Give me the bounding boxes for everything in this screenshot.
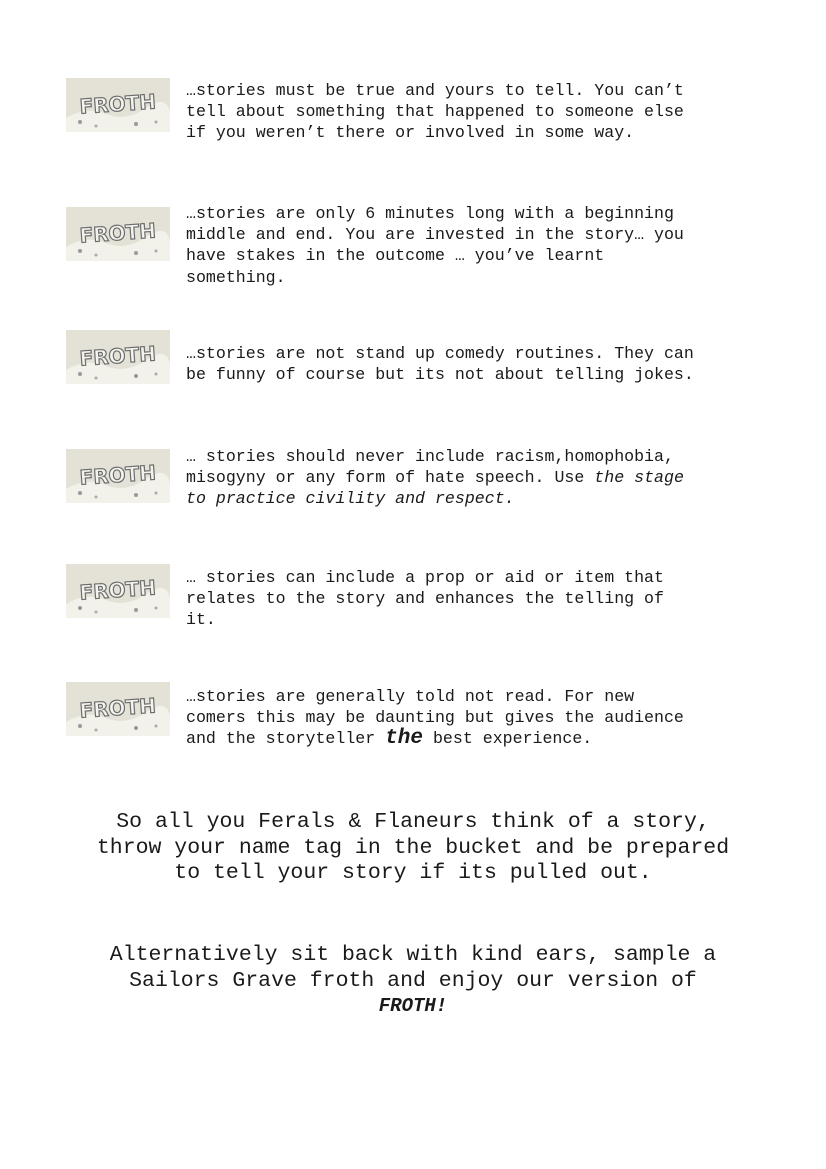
rule-text-regular: …stories are generally told not read. For new comers this may be daunting but gives the audience and the storyteller: [186, 687, 684, 749]
rule-text: [186, 686, 758, 750]
rule-text-italic: the stage to practice civility and respect.: [186, 468, 684, 509]
svg-text:FROTH: FROTH: [78, 693, 157, 723]
froth-logo-image: [66, 449, 170, 503]
rule-text: …stories are only 6 minutes long with a beginning middle and end. You are invested in the story… you have stakes in the outcome … you’ve learnt something.: [186, 204, 684, 287]
froth-logo-image: [66, 564, 170, 618]
closing-text: Alternatively sit back with kind ears, sample a Sailors Grave froth and enjoy our version of: [109, 943, 717, 993]
froth-logo-image: [66, 207, 170, 261]
froth-logo-image: [66, 78, 170, 132]
rule-text-regular: best experience.: [422, 729, 593, 749]
rule-text: …stories are not stand up comedy routines. They can be funny of course but its not about telling jokes.: [186, 344, 694, 385]
svg-text:FROTH: FROTH: [78, 460, 157, 490]
svg-text:FROTH: FROTH: [78, 89, 157, 119]
froth-logo-image: [66, 330, 170, 384]
closing-paragraph: So all you Ferals & Flaneurs think of a story, throw your name tag in the bucket and be prepared to tell your story if its pulled out.: [96, 810, 730, 885]
svg-text:FROTH: FROTH: [78, 218, 157, 248]
rule-text-regular: … stories should never include racism,homophobia, misogyny or any form of hate speech. Use: [186, 447, 674, 488]
svg-text:FROTH: FROTH: [78, 341, 157, 371]
froth-logo-image: [66, 682, 170, 736]
rule-text-bold: the: [385, 727, 423, 751]
rule-text: [186, 446, 758, 510]
svg-text:FROTH: FROTH: [78, 575, 157, 605]
rule-text: … stories can include a prop or aid or item that relates to the story and enhances the telling of it.: [186, 568, 664, 630]
closing-paragraph: [60, 943, 766, 1020]
rule-text: …stories must be true and yours to tell. You can’t tell about something that happened to someone else if you weren’t there or involved in some way.: [186, 81, 684, 143]
froth-emphasis: FROTH!: [378, 995, 448, 1017]
